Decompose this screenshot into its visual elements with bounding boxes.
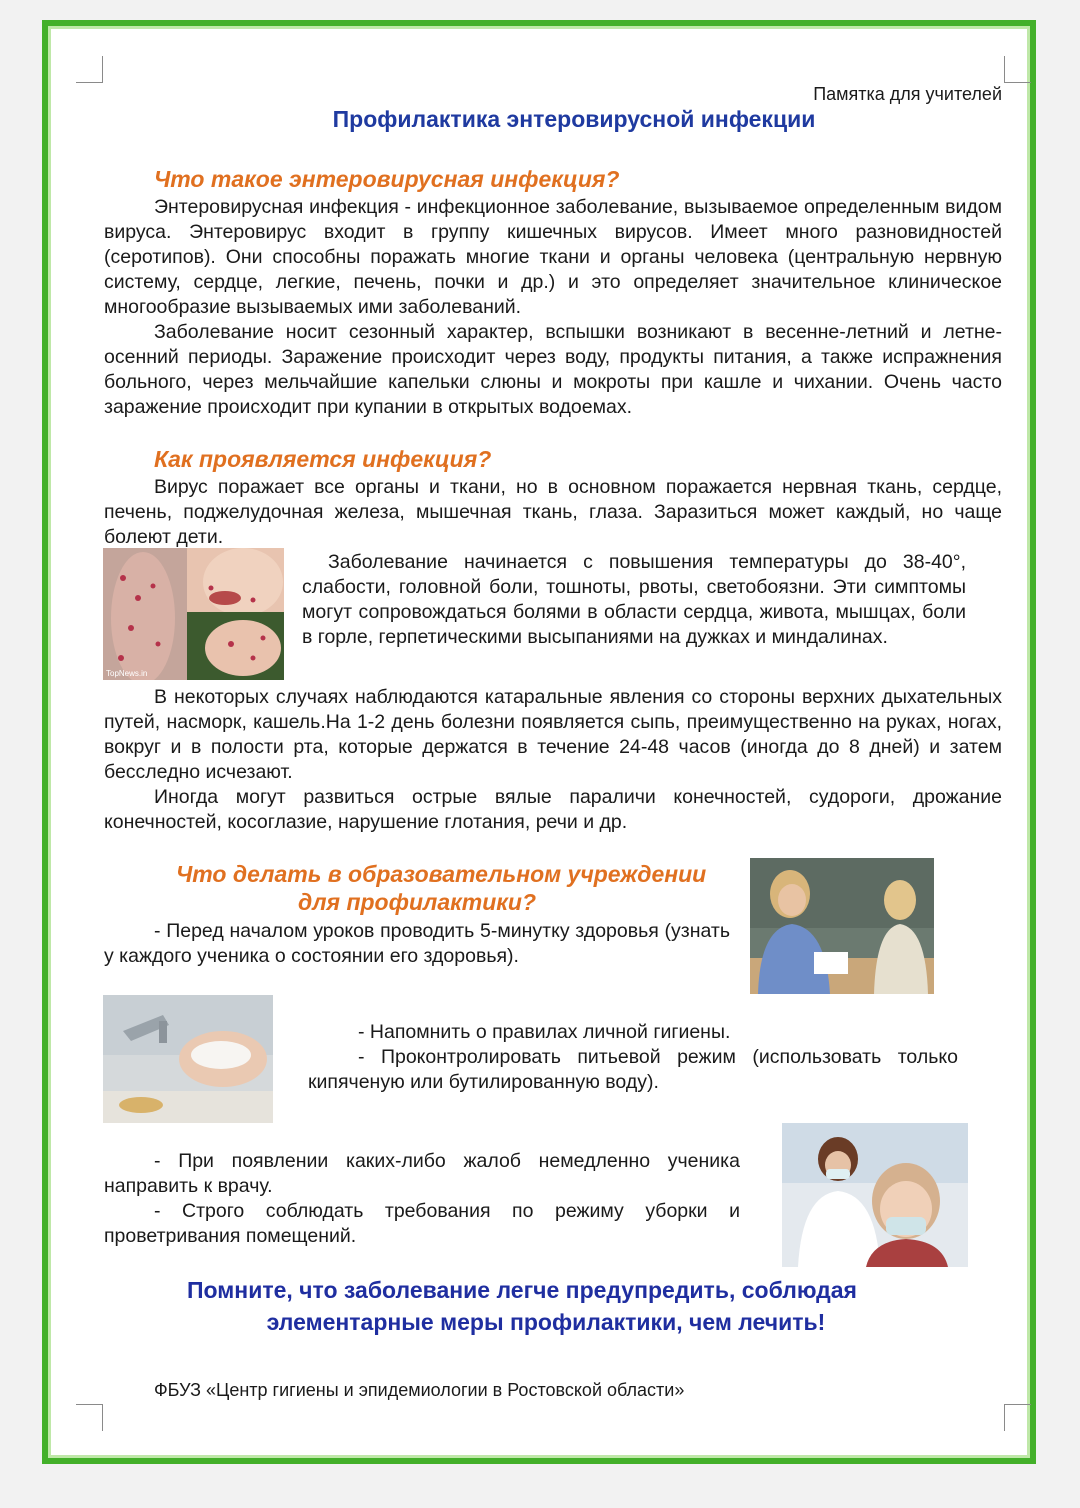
- paragraph: В некоторых случаях наблюдаются катаральные явления со стороны верхних дыхательных путей, насморк, кашель.На 1-2 день болезни появляется сыпь, преимущественно на руках, ногах, вокруг и в полости рта, которые держатся в течение 24-48 часов (иногда до 8 дней) и затем бесследно исчезают.: [104, 686, 1002, 783]
- paragraph: Заболевание носит сезонный характер, вспышки возникают в весенне-летний и летне-осенний периоды. Заражение происходит через воду, продукты питания, а также испражнения больного, через мельчайшие капельки слюны и мокроты при кашле и чихании. Очень часто заражение происходит при купании в открытых водоемах.: [104, 321, 1002, 418]
- prevention-items-actions: [104, 1149, 740, 1249]
- section-symptoms-intro: [104, 475, 1002, 550]
- teacher-photo: [750, 858, 934, 994]
- call-to-action: [104, 1274, 1044, 1338]
- handwashing-photo: [103, 995, 273, 1123]
- list-item: - Проконтролировать питьевой режим (использовать только кипяченую или бутилированную воду).: [308, 1046, 958, 1093]
- section-what-is-body: [104, 195, 1002, 420]
- section-heading-prevention-line2: для профилактики?: [298, 889, 537, 915]
- organization-footer: ФБУЗ «Центр гигиены и эпидемиологии в Ростовской области»: [154, 1380, 685, 1400]
- document-subtitle: Памятка для учителей: [813, 84, 1002, 104]
- photo-watermark: TopNews.in: [106, 669, 148, 678]
- prevention-item-health-check: [104, 919, 730, 969]
- doctor-photo: [782, 1123, 968, 1267]
- section-symptoms-more: [104, 685, 1002, 835]
- document-title: Профилактика энтеровирусной инфекции: [332, 106, 816, 132]
- section-heading-prevention: Что делать в образовательном учреждении: [176, 861, 707, 887]
- list-item: - Строго соблюдать требования по режиму уборки и проветривания помещений.: [104, 1200, 740, 1247]
- crop-mark-top-left: [76, 56, 103, 83]
- paragraph: Иногда могут развиться острые вялые параличи конечностей, судороги, дрожание конечностей, косоглазие, нарушение глотания, речи и др.: [104, 786, 1002, 833]
- paragraph: Энтеровирусная инфекция - инфекционное заболевание, вызываемое определенным видом вируса. Энтеровирус входит в группу кишечных вирусов. Имеет много разновидностей (серотипов). Они способны поражать многие ткани и органы человека (центральную нервную систему, сердце, легкие, печень, почки и др.) и это определяет значительное клиническое многообразие вызываемых ими заболеваний.: [104, 196, 1002, 318]
- prevention-items-hygiene: [308, 1020, 958, 1095]
- paragraph: Заболевание начинается с повышения температуры до 38-40°, слабости, головной боли, тошноты, рвоты, светобоязни. Эти симптомы могут сопровождаться болями в области сердца, живота, мышцах, боли в горле, герпетическими высыпаниями на дужках и миндалинах.: [302, 551, 966, 648]
- crop-mark-top-right: [1004, 56, 1031, 83]
- list-item: - Напомнить о правилах личной гигиены.: [358, 1021, 731, 1043]
- cta-line: Помните, что заболевание легче предупредить, соблюдая: [187, 1277, 857, 1303]
- cta-line: элементарные меры профилактики, чем лечить!: [266, 1309, 826, 1335]
- crop-mark-bottom-right: [1004, 1404, 1031, 1431]
- paragraph: Вирус поражает все органы и ткани, но в основном поражается нервная ткань, сердце, печень, поджелудочная железа, мышечная ткань, глаза. Заразиться может каждый, но чаще болеют дети.: [104, 476, 1002, 548]
- section-heading-what-is: Что такое энтеровирусная инфекция?: [154, 166, 620, 192]
- section-symptoms-detail: [302, 550, 966, 650]
- list-item: - При появлении каких-либо жалоб немедленно ученика направить к врачу.: [104, 1150, 740, 1197]
- crop-mark-bottom-left: [76, 1404, 103, 1431]
- list-item: - Перед началом уроков проводить 5-минутку здоровья (узнать у каждого ученика о состоянии его здоровья).: [104, 920, 730, 967]
- rash-photo: [103, 548, 284, 680]
- section-heading-symptoms: Как проявляется инфекция?: [154, 446, 492, 472]
